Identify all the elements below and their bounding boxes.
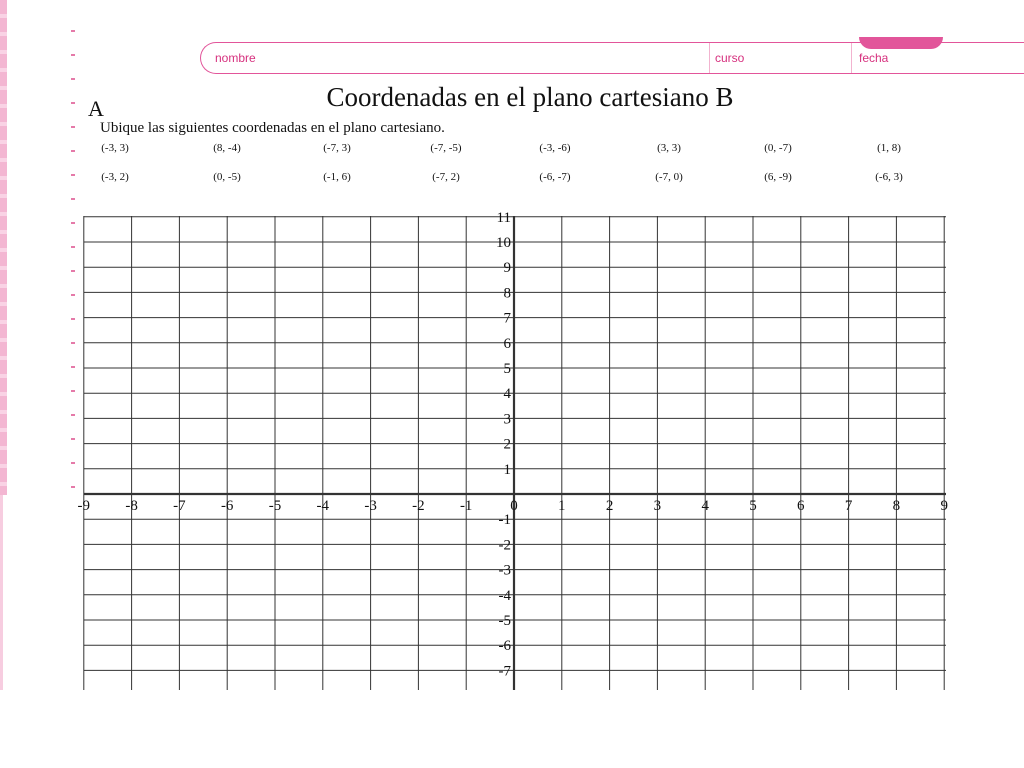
x-tick-label: 7 (844, 498, 853, 514)
x-tick-label: -2 (412, 498, 425, 514)
section-label: A (88, 96, 104, 121)
fecha-label: fecha (859, 51, 889, 65)
coordinate-item: (-7, 2) (432, 171, 460, 183)
y-tick-label: 11 (496, 209, 511, 226)
coordinate-item: (3, 3) (657, 142, 681, 154)
nombre-label: nombre (215, 51, 256, 65)
coordinate-item: (1, 8) (877, 142, 901, 154)
coordinate-item: (-6, 3) (875, 171, 903, 183)
x-tick-label: -9 (77, 498, 91, 514)
x-tick-label: -4 (316, 498, 330, 514)
x-tick-label: 2 (605, 498, 614, 514)
coordinate-item: (-7, 3) (323, 142, 351, 154)
x-tick-label: -1 (459, 498, 473, 514)
coordinate-item: (-3, 3) (101, 142, 129, 154)
x-tick-label: -7 (173, 498, 186, 514)
x-tick-label: -8 (125, 498, 138, 514)
y-tick-label: -6 (498, 638, 511, 655)
coordinate-item: (-3, 2) (101, 171, 129, 183)
x-tick-label: 4 (701, 498, 709, 514)
y-tick-label: -3 (498, 562, 511, 579)
x-tick-label: 6 (797, 498, 805, 514)
y-tick-label: 10 (496, 235, 511, 251)
instruction-text: Ubique las siguientes coordenadas en el plano cartesiano. (100, 120, 445, 136)
x-tick-label: 3 (653, 498, 662, 514)
coordinate-item: (-7, 0) (655, 171, 683, 183)
x-tick-label: 9 (940, 498, 948, 514)
x-tick-label: -5 (268, 498, 282, 514)
coordinate-item: (-7, -5) (430, 142, 462, 154)
y-tick-label: -2 (498, 537, 511, 554)
coordinate-item: (0, -7) (764, 142, 792, 154)
y-tick-label: -4 (498, 587, 511, 604)
y-tick-label: 2 (503, 436, 511, 453)
y-tick-label: 8 (503, 285, 511, 302)
coordinate-item: (-3, -6) (539, 142, 571, 154)
y-tick-label: 1 (503, 461, 511, 478)
x-tick-label: 0 (510, 498, 518, 514)
y-tick-label: 3 (503, 411, 511, 428)
x-tick-label: -3 (364, 498, 377, 514)
y-tick-label: 7 (503, 310, 511, 327)
y-tick-label: 9 (503, 260, 511, 277)
y-tick-label: 5 (503, 361, 511, 377)
y-tick-label: -1 (498, 512, 511, 529)
coordinate-item: (8, -4) (213, 142, 241, 154)
coordinate-item: (-1, 6) (323, 171, 351, 183)
curso-label: curso (715, 51, 745, 65)
coordinate-item: (0, -5) (213, 171, 241, 183)
coordinate-item: (6, -9) (764, 171, 792, 183)
x-tick-label: -6 (220, 498, 234, 514)
x-tick-label: 1 (558, 498, 566, 514)
y-tick-label: 4 (503, 386, 511, 403)
y-tick-label: -7 (498, 663, 511, 680)
x-tick-label: 8 (892, 498, 901, 514)
coordinate-item: (-6, -7) (539, 171, 571, 183)
y-tick-label: -5 (498, 613, 511, 629)
y-tick-label: 6 (503, 335, 511, 352)
page-title: Coordenadas en el plano cartesiano B (326, 82, 734, 112)
x-tick-label: 5 (749, 498, 757, 514)
